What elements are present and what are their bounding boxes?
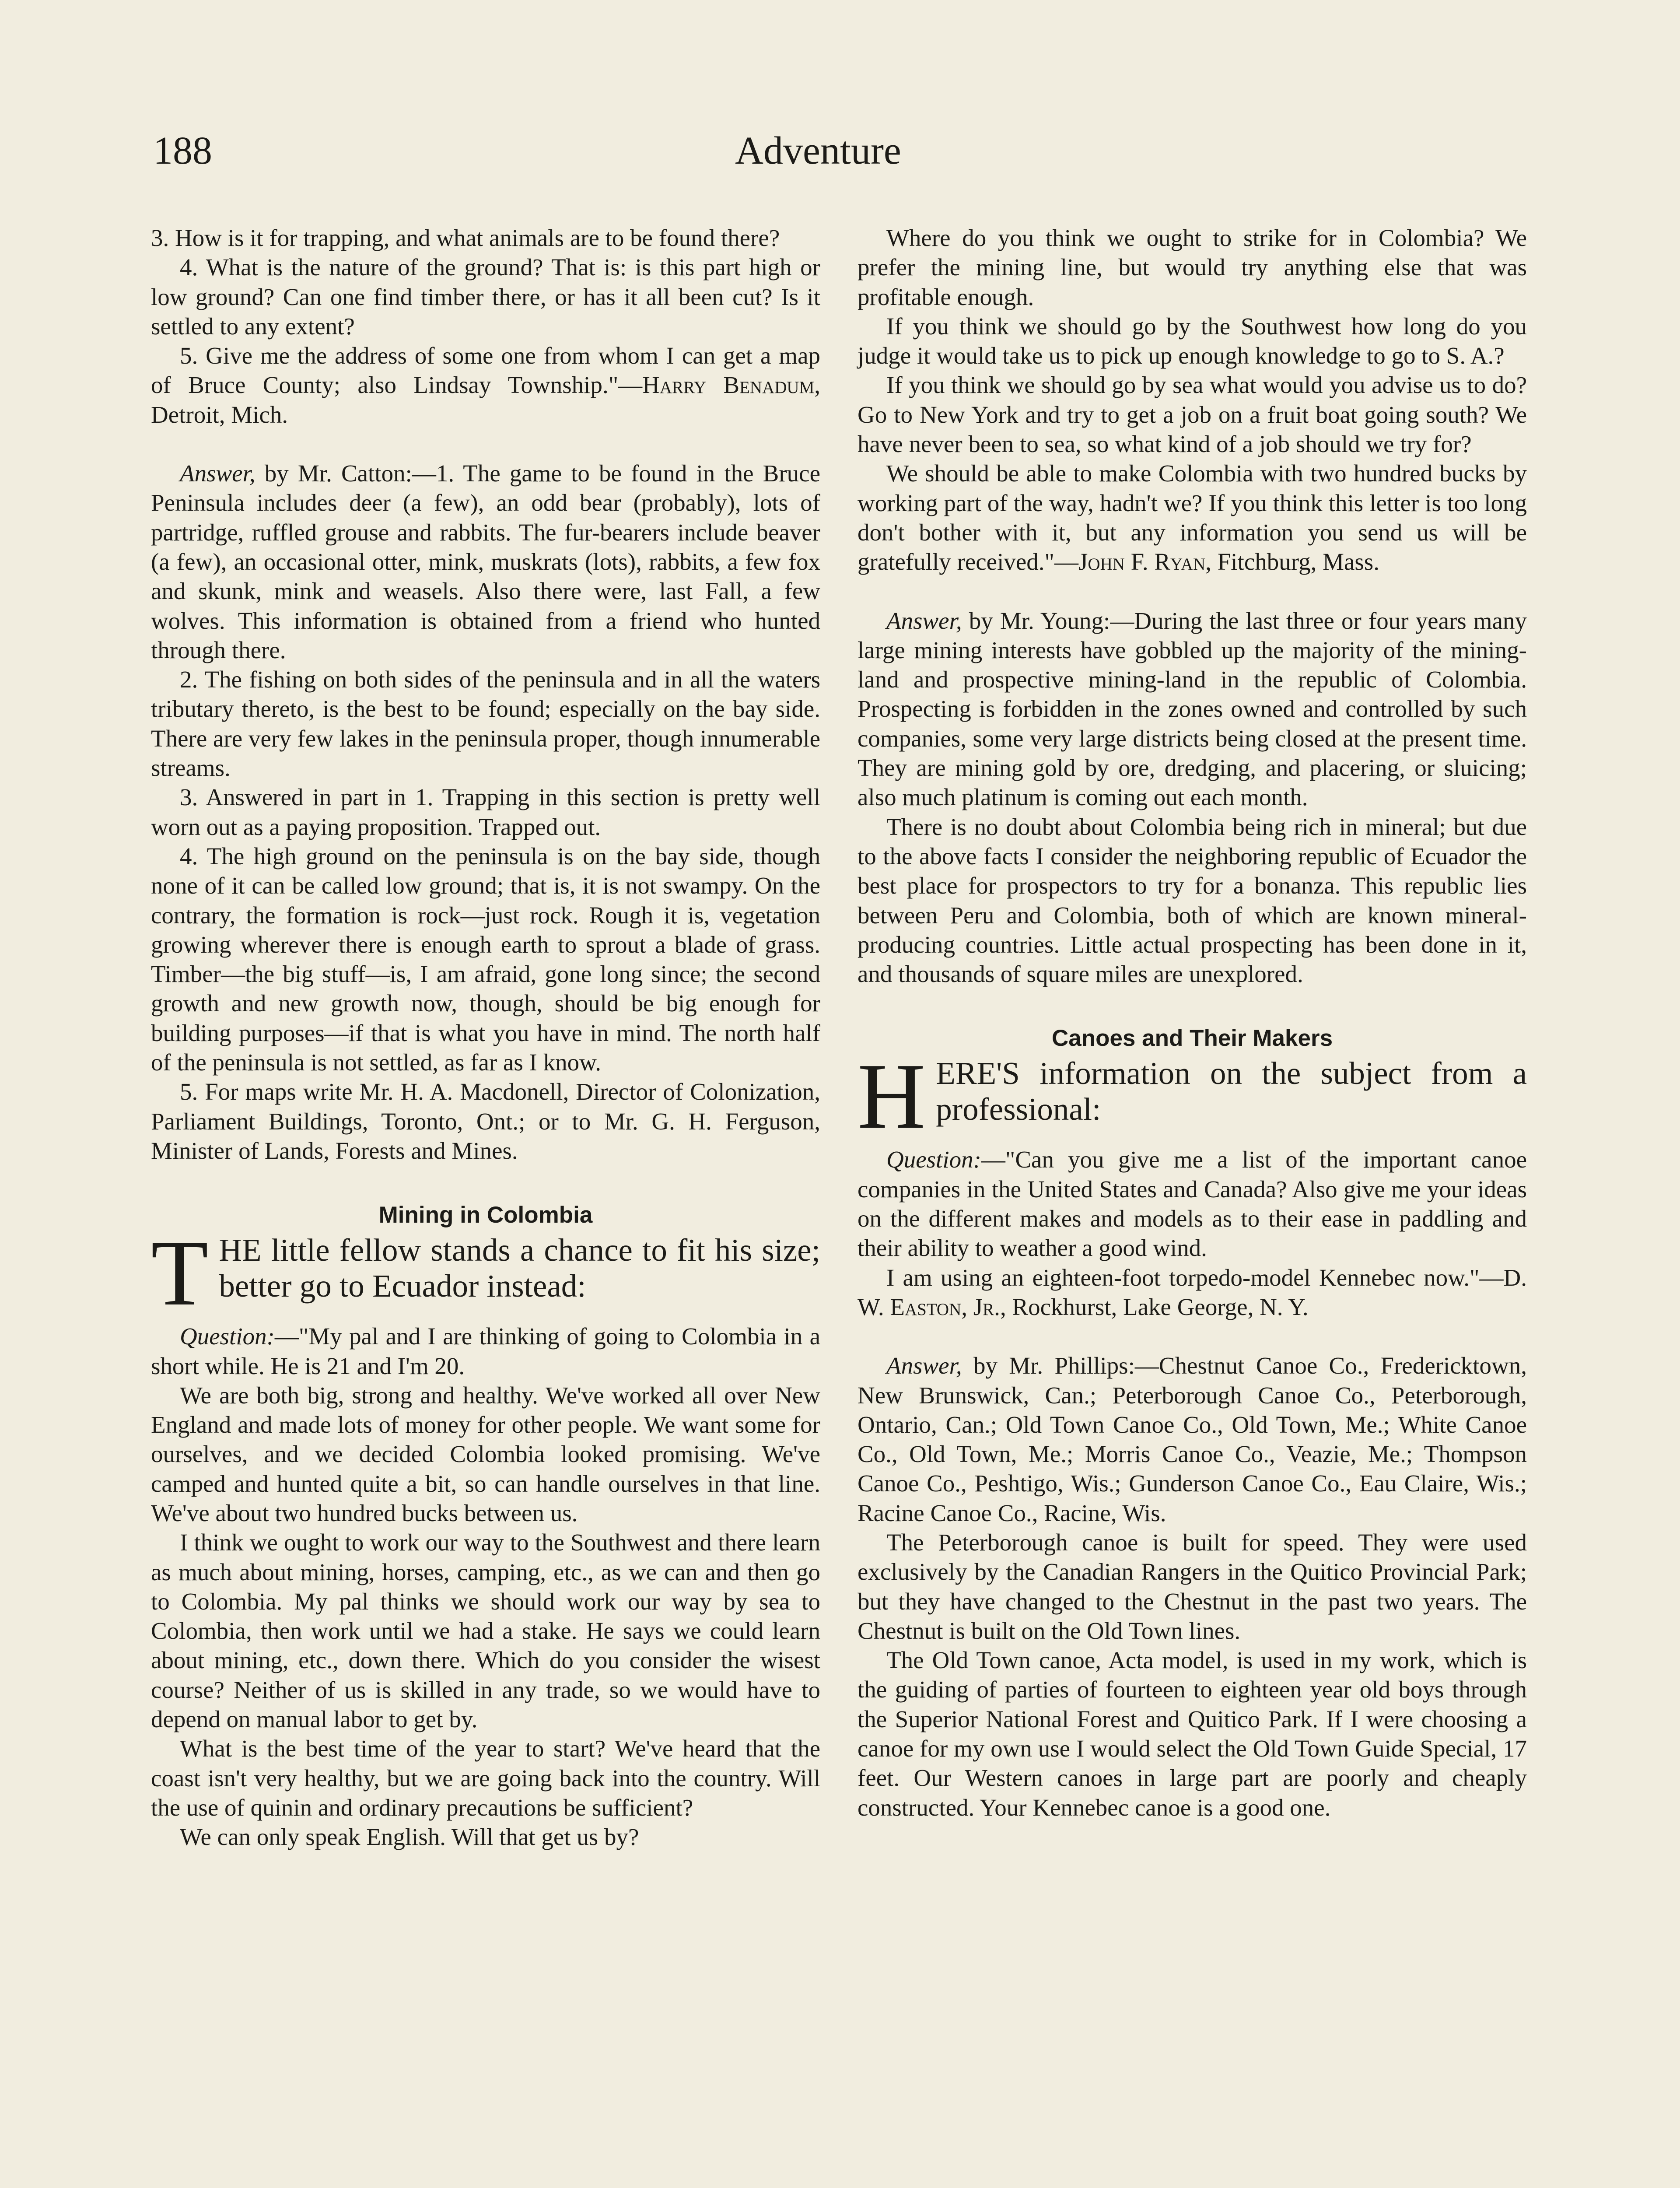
question-paragraph: Where do you think we ought to strike for in Colombia? We prefer the mining line, but would try anything else that was profitable enough. [858, 224, 1527, 310]
magazine-title: Adventure [735, 129, 901, 172]
question-paragraph [151, 1322, 820, 1381]
page-number: 188 [153, 129, 212, 172]
question-paragraph: 4. What is the nature of the ground? That is: is this part high or low ground? Can one find timber there, or has it all been cut? Is it settled to any extent? [151, 254, 820, 340]
answer-paragraph: 2. The fishing on both sides of the peninsula and in all the waters tributary thereto, is the best to be found; especially on the bay side. There are very few lakes in the peninsula proper, though innumerable streams. [151, 666, 820, 782]
answer-paragraph [858, 1351, 1527, 1528]
answer-paragraph [858, 606, 1527, 812]
question-text: 5. Give me the address of some one from whom I can get a map of Bruce County; also Lindsay Township."— [151, 342, 820, 399]
answer-text: by Mr. Phillips:—Chestnut Canoe Co., Fredericktown, New Brunswick, Can.; Peterborough Canoe Co., Peterborough, Ontario, Can.; Old Town Canoe Co., Old Town, Me.; White Canoe Co., Old Town, Me.; Morris Canoe Co., Veazie, Me.; Thompson Canoe Co., Peshtigo, Wis.; Gunderson Canoe Co., Eau Claire, Wis.; Racine Canoe Co., Racine, Wis. [858, 1352, 1527, 1526]
section-title-mining-in-colombia: Mining in Colombia [378, 1202, 593, 1228]
question-paragraph: I think we ought to work our way to the Southwest and there learn as much about mining, horses, camping, etc., as we can and then go to Colombia. My pal thinks we should work our way by sea to Colombia, then work until we had a stake. He says we could learn about mining, etc., down there. Which do you consider the wisest course? Neither of us is skilled in any trade, so we would have to depend on manual labor to get by. [151, 1529, 820, 1733]
correspondent-name: John F. Ryan [1078, 548, 1206, 575]
answer-paragraph: The Old Town canoe, Acta model, is used in my work, which is the guiding of parties of fourteen to eighteen year old boys through the Superior National Forest and Quitico Park. If I were choosing a canoe for my own use I would select the Old Town Guide Special, 17 feet. Our Western canoes in large part are poorly and cheaply constructed. Your Kennebec canoe is a good one. [858, 1647, 1527, 1821]
answer-text: by Mr. Catton:—1. The game to be found in the Bruce Peninsula includes deer (a few), an odd bear (probably), lots of partridge, ruffled grouse and rabbits. The fur-bearers include beaver (a few), an occasional otter, mink, muskrats (lots), rabbits, a few fox and skunk, mink and weasels. Also there were, last Fall, a few wolves. This information is obtained from a friend who hunted through there. [151, 460, 820, 663]
question-label: Question: [886, 1146, 981, 1173]
correspondent-name: D. W. Easton, Jr. [858, 1264, 1527, 1320]
correspondent-place: , Detroit, Mich. [151, 372, 820, 428]
drop-cap: T [151, 1220, 209, 1325]
question-paragraph: We are both big, strong and healthy. We've worked all over New England and made lots of money for other people. We want some for ourselves, and we decided Colombia looked promising. We've camped and hunted quite a bit, so can handle ourselves in that line. We've about two hundred bucks between us. [151, 1382, 820, 1526]
question-text: —"Can you give me a list of the important canoe companies in the United States and Canada? Also give me your ideas on the different makes and models as to their ease in paddling and their ability to weather a good wind. [858, 1146, 1527, 1262]
question-text: —"My pal and I are thinking of going to Colombia in a short while. He is 21 and I'm 20. [151, 1323, 820, 1379]
question-paragraph: What is the best time of the year to start? We've heard that the coast isn't very healthy, but we are going back into the country. Will the use of quinin and ordinary precautions be sufficient? [151, 1735, 820, 1821]
answer-label: Answer, [886, 1352, 962, 1379]
answer-label: Answer, [886, 607, 962, 634]
question-text: We should be able to make Colombia with two hundred bucks by working part of the way, hadn't we? If you think this letter is too long don't bother with it, but any information you send us will be gratefully received."— [858, 460, 1527, 575]
question-paragraph: 3. How is it for trapping, and what animals are to be found there? [151, 224, 780, 251]
drop-cap: H [858, 1044, 926, 1149]
correspondent-place: , Fitchburg, Mass. [1205, 548, 1379, 575]
answer-paragraph: 4. The high ground on the peninsula is on the bay side, though none of it can be called low ground; that is, it is not swampy. On the contrary, the formation is rock—just rock. Rough it is, vegetation growing wherever there is enough earth to sprout a blade of grass. Timber—the big stuff—is, I am afraid, gone long since; the second growth and new growth now, though, should be big enough for building purposes—if that is what you have in mind. The north half of the peninsula is not settled, as far as I know. [151, 842, 820, 1076]
lede-text: ERE'S information on the subject from a professional: [936, 1055, 1527, 1127]
section-lede [151, 1220, 820, 1325]
left-column [151, 223, 820, 1852]
answer-paragraph: 3. Answered in part in 1. Trapping in this section is pretty well worn out as a paying proposition. Trapped out. [151, 784, 820, 840]
question-label: Question: [180, 1323, 275, 1350]
right-column [858, 223, 1527, 1822]
question-paragraph: We can only speak English. Will that get us by? [180, 1823, 639, 1851]
question-paragraph: If you think we should go by sea what would you advise us to do? Go to New York and try to get a job on a fruit boat going south? We have never been to sea, so what kind of a job should we try for? [858, 372, 1527, 458]
answer-paragraph: The Peterborough canoe is built for speed. They were used exclusively by the Canadian Rangers in the Quitico Provincial Park; but they have changed to the Chestnut in the past two years. The Chestnut is built on the Old Town lines. [858, 1529, 1527, 1644]
section-lede [858, 1044, 1527, 1149]
section-title-canoes-and-their-makers: Canoes and Their Makers [1051, 1025, 1333, 1052]
answer-paragraph: 5. For maps write Mr. H. A. Macdonell, Director of Colonization, Parliament Buildings, Toronto, Ont.; or to Mr. G. H. Ferguson, Minister of Lands, Forests and Mines. [151, 1078, 820, 1164]
question-paragraph [858, 1263, 1527, 1322]
correspondent-place: , Rockhurst, Lake George, N. Y. [1000, 1293, 1309, 1320]
correspondent-name: Harry Benadum [642, 372, 815, 399]
question-paragraph [858, 1145, 1527, 1262]
answer-paragraph: There is no doubt about Colombia being rich in mineral; but due to the above facts I consider the neighboring republic of Ecuador the best place for prospectors to try for a bonanza. This republic lies between Peru and Colombia, both of which are known mineral-producing countries. Little actual prospecting has been done in it, and thousands of square miles are unexplored. [858, 813, 1527, 988]
answer-paragraph [151, 459, 820, 665]
lede-text: HE little fellow stands a chance to fit his size; better go to Ecuador instead: [219, 1232, 820, 1304]
question-paragraph [151, 341, 820, 429]
question-text: I am using an eighteen-foot torpedo-model Kennebec now."— [886, 1264, 1504, 1291]
answer-text: by Mr. Young:—During the last three or four years many large mining interests have gobbled up the majority of the mining-land and prospective mining-land in the republic of Colombia. Prospecting is forbidden in the zones owned and controlled by such companies, some very large districts being closed at the present time. They are mining gold by ore, dredging, and placering, or sluicing; also much platinum is coming out each month. [858, 607, 1527, 811]
question-paragraph: If you think we should go by the Southwest how long do you judge it would take us to pick up enough knowledge to go to S. A.? [858, 312, 1527, 369]
question-paragraph [858, 459, 1527, 576]
answer-label: Answer, [180, 460, 256, 487]
